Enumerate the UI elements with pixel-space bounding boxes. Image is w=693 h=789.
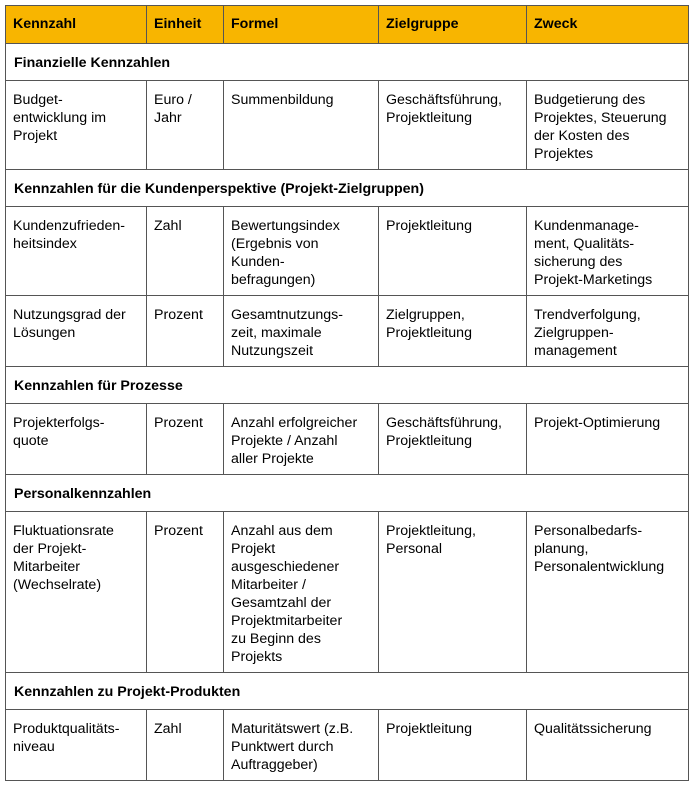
- section-title: Kennzahlen für Prozesse: [6, 367, 689, 404]
- cell-line: quote: [13, 433, 49, 449]
- cell-einheit: [147, 512, 224, 673]
- cell-einheit: [147, 81, 224, 170]
- cell-line: Projekterfolgs-: [13, 415, 105, 431]
- cell-zielgruppe: [379, 207, 527, 296]
- cell-line: Nutzungszeit: [231, 343, 314, 359]
- cell-kennzahl: [6, 512, 147, 673]
- cell-einheit: [147, 207, 224, 296]
- cell-zielgruppe: [379, 710, 527, 781]
- cell-line: Projektes, Steuerung: [534, 110, 667, 126]
- cell-line: Jahr: [154, 110, 182, 126]
- cell-line: Mitarbeiter /: [231, 577, 306, 593]
- header-einheit: Einheit: [147, 6, 224, 44]
- cell-line: Projektleitung: [386, 433, 472, 449]
- section-row: [6, 475, 689, 512]
- cell-line: befragungen): [231, 272, 316, 288]
- cell-line: Anzahl erfolgreicher: [231, 415, 358, 431]
- header-kennzahl: Kennzahl: [6, 6, 147, 44]
- cell-line: Trendverfolgung,: [534, 307, 641, 323]
- cell-zielgruppe: [379, 81, 527, 170]
- cell-zweck: [527, 81, 689, 170]
- cell-line: der Projekt-: [13, 541, 87, 557]
- cell-einheit: [147, 296, 224, 367]
- cell-line: ausgeschiedener: [231, 559, 340, 575]
- section-title: Finanzielle Kennzahlen: [6, 44, 689, 81]
- cell-line: Prozent: [154, 523, 203, 539]
- cell-kennzahl: [6, 207, 147, 296]
- cell-line: ment, Qualitäts-: [534, 236, 635, 252]
- cell-line: (Wechselrate): [13, 577, 102, 593]
- cell-line: Projekt-Marketings: [534, 272, 653, 288]
- cell-line: Zahl: [154, 218, 182, 234]
- cell-line: zeit, maximale: [231, 325, 322, 341]
- section-row: [6, 673, 689, 710]
- cell-line: Zielgruppen-: [534, 325, 614, 341]
- cell-line: Projektleitung: [386, 110, 472, 126]
- header-zweck: Zweck: [527, 6, 689, 44]
- cell-line: Kunden-: [231, 254, 285, 270]
- section-title: Kennzahlen für die Kundenperspektive (Projekt-Zielgruppen): [6, 170, 689, 207]
- cell-line: Projektmitarbeiter: [231, 613, 343, 629]
- header-formel: Formel: [224, 6, 379, 44]
- cell-line: Projekte / Anzahl: [231, 433, 338, 449]
- cell-line: Prozent: [154, 415, 203, 431]
- table-row: [6, 296, 689, 367]
- cell-line: Geschäftsführung,: [386, 92, 502, 108]
- cell-kennzahl: [6, 404, 147, 475]
- cell-line: planung,: [534, 541, 589, 557]
- cell-line: Nutzungsgrad der: [13, 307, 126, 323]
- cell-formel: [224, 404, 379, 475]
- section-row: [6, 170, 689, 207]
- section-row: [6, 44, 689, 81]
- kpi-table: [5, 5, 689, 781]
- cell-formel: [224, 296, 379, 367]
- cell-line: Kundenmanage-: [534, 218, 639, 234]
- cell-line: Qualitätssicherung: [534, 721, 652, 737]
- cell-line: Zahl: [154, 721, 182, 737]
- cell-zweck: [527, 207, 689, 296]
- cell-line: Projekt: [231, 541, 276, 557]
- cell-line: Auftraggeber): [231, 757, 318, 773]
- cell-line: Projekts: [231, 649, 283, 665]
- cell-line: Gesamtzahl der: [231, 595, 332, 611]
- section-row: [6, 367, 689, 404]
- cell-line: (Ergebnis von: [231, 236, 319, 252]
- cell-line: Personalbedarfs-: [534, 523, 643, 539]
- cell-line: Punktwert durch: [231, 739, 334, 755]
- cell-formel: [224, 81, 379, 170]
- table-row: [6, 81, 689, 170]
- cell-formel: [224, 710, 379, 781]
- cell-formel: [224, 207, 379, 296]
- cell-line: Summenbildung: [231, 92, 334, 108]
- cell-einheit: [147, 404, 224, 475]
- kpi-table-body: [6, 44, 689, 781]
- header-zielgruppe: Zielgruppe: [379, 6, 527, 44]
- cell-line: Anzahl aus dem: [231, 523, 333, 539]
- cell-line: Projektleitung: [386, 218, 472, 234]
- cell-line: zu Beginn des: [231, 631, 321, 647]
- section-title: Kennzahlen zu Projekt-Produkten: [6, 673, 689, 710]
- cell-line: heitsindex: [13, 236, 77, 252]
- cell-line: Projekt-Optimierung: [534, 415, 661, 431]
- cell-zielgruppe: [379, 296, 527, 367]
- cell-line: sicherung des: [534, 254, 623, 270]
- cell-line: niveau: [13, 739, 55, 755]
- cell-kennzahl: [6, 81, 147, 170]
- cell-line: Mitarbeiter: [13, 559, 81, 575]
- cell-line: der Kosten des: [534, 128, 630, 144]
- cell-zielgruppe: [379, 404, 527, 475]
- cell-line: Personalentwicklung: [534, 559, 665, 575]
- cell-kennzahl: [6, 296, 147, 367]
- cell-zweck: [527, 296, 689, 367]
- cell-line: Projektleitung,: [386, 523, 476, 539]
- header-row: [6, 6, 689, 44]
- cell-einheit: [147, 710, 224, 781]
- cell-line: Maturitätswert (z.B.: [231, 721, 354, 737]
- cell-line: Fluktuationsrate: [13, 523, 114, 539]
- cell-line: Kundenzufrieden-: [13, 218, 126, 234]
- table-row: [6, 404, 689, 475]
- cell-line: Euro /: [154, 92, 192, 108]
- cell-line: Geschäftsführung,: [386, 415, 502, 431]
- cell-line: Bewertungsindex: [231, 218, 340, 234]
- cell-line: Personal: [386, 541, 442, 557]
- table-row: [6, 207, 689, 296]
- section-title: Personalkennzahlen: [6, 475, 689, 512]
- cell-line: Projektleitung: [386, 721, 472, 737]
- cell-line: Prozent: [154, 307, 203, 323]
- cell-line: Projekt: [13, 128, 58, 144]
- cell-line: Budgetierung des: [534, 92, 646, 108]
- table-row: [6, 710, 689, 781]
- cell-line: Produktqualitäts-: [13, 721, 120, 737]
- cell-formel: [224, 512, 379, 673]
- cell-kennzahl: [6, 710, 147, 781]
- cell-line: Zielgruppen,: [386, 307, 465, 323]
- cell-line: Gesamtnutzungs-: [231, 307, 343, 323]
- cell-zweck: [527, 512, 689, 673]
- table-row: [6, 512, 689, 673]
- cell-zielgruppe: [379, 512, 527, 673]
- cell-line: Lösungen: [13, 325, 76, 341]
- cell-line: entwicklung im: [13, 110, 107, 126]
- cell-line: management: [534, 343, 617, 359]
- cell-line: Projektes: [534, 146, 594, 162]
- cell-line: aller Projekte: [231, 451, 314, 467]
- cell-line: Projektleitung: [386, 325, 472, 341]
- cell-zweck: [527, 710, 689, 781]
- cell-line: Budget-: [13, 92, 63, 108]
- cell-zweck: [527, 404, 689, 475]
